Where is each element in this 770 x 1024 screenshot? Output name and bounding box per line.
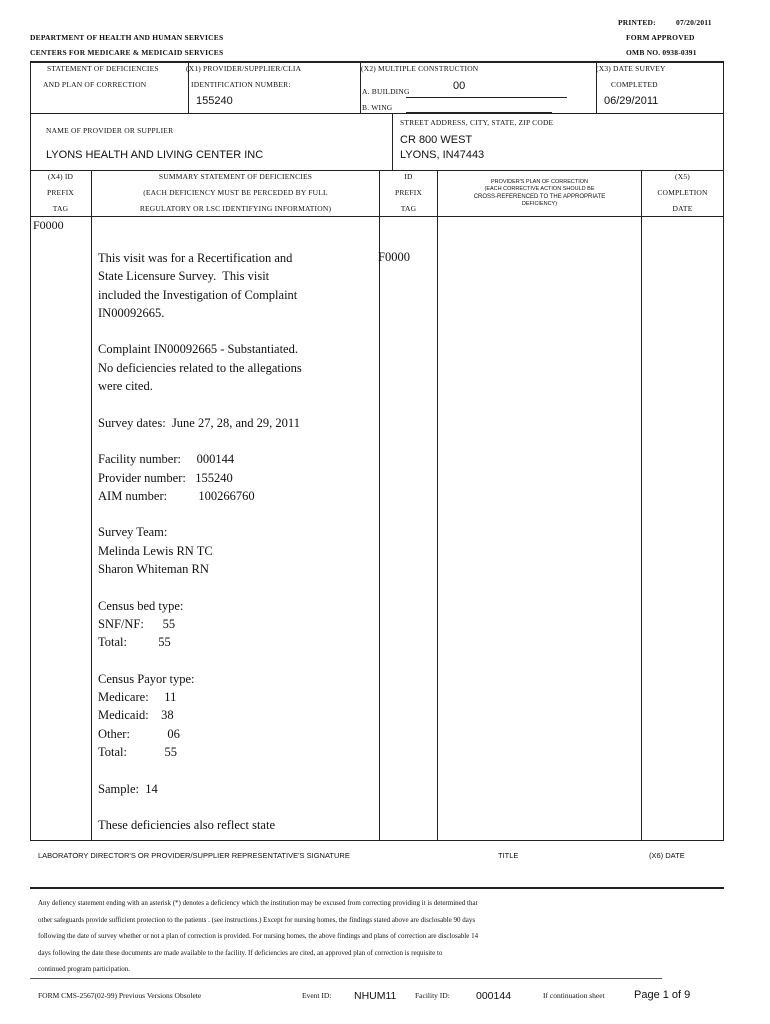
summary-line: AIM number: 100266760 <box>98 488 255 503</box>
summary-line: Total: 55 <box>98 745 177 760</box>
divider <box>641 170 642 840</box>
address-line-2: LYONS, IN47443 <box>400 149 485 161</box>
summary-line: State Licensure Survey. This visit <box>98 269 270 284</box>
x1-label: (X1) PROVIDER/SUPPLIER/CLIA <box>186 64 302 73</box>
summary-line: Survey Team: <box>98 525 168 540</box>
plan-header-4: DEFICIENCY) <box>521 201 558 207</box>
x4-header-1: (X4) ID <box>47 172 74 181</box>
right-tag: F0000 <box>378 250 410 264</box>
divider <box>91 170 92 840</box>
summary-line <box>98 322 302 340</box>
disclaimer-line: following the date of survey whether or not a plan of correction is provided. For nursing homes, the above findings and plans of correction are disclosable 14 <box>38 932 479 940</box>
summary-line <box>98 505 302 523</box>
building-value: 00 <box>453 80 466 92</box>
summary-header-3: REGULATORY OR LSC IDENTIFYING INFORMATION) <box>139 204 332 213</box>
divider <box>437 170 438 840</box>
x5-header-2: COMPLETION <box>657 188 708 197</box>
summary-line: No deficiencies related to the allegations <box>98 360 302 375</box>
title-label: TITLE <box>498 851 519 860</box>
summary-line: These deficiencies also reflect state <box>98 818 275 833</box>
disclaimer-line: Any defiency statement ending with an asterisk (*) denotes a deficiency which the institution may be excused from correcting providing it is determined that <box>38 899 478 907</box>
summary-line: Melinda Lewis RN TC <box>98 543 213 558</box>
id-header-3: TAG <box>400 204 417 213</box>
omb-number: OMB NO. 0938-0391 <box>626 48 697 57</box>
summary-line: included the Investigation of Complaint <box>98 287 298 302</box>
provider-name-label: NAME OF PROVIDER OR SUPPLIER <box>46 126 174 135</box>
form-label: FORM CMS-2567(02-99) Previous Versions Obsolete <box>38 991 202 1000</box>
box-top-border <box>30 61 724 63</box>
statement-label: STATEMENT OF DEFICIENCIES <box>47 64 159 73</box>
summary-line <box>98 432 302 450</box>
page-number: Page 1 of 9 <box>634 989 691 1001</box>
id-header-2: PREFIX <box>394 188 423 197</box>
summary-line: Facility number: 000144 <box>98 452 235 467</box>
survey-date-value: 06/29/2011 <box>604 95 659 107</box>
left-tag: F0000 <box>33 218 64 232</box>
box-bottom-border <box>30 840 724 841</box>
form-approved: FORM APPROVED <box>626 33 695 42</box>
summary-line: This visit was for a Recertification and <box>98 251 293 265</box>
event-id-value: NHUM11 <box>354 990 397 1002</box>
summary-line: were cited. <box>98 379 153 394</box>
x5-header-1: (X5) <box>675 172 690 181</box>
summary-line: Provider number: 155240 <box>98 470 233 485</box>
disclaimer-line: continued program participation. <box>38 965 130 973</box>
summary-line: Survey dates: June 27, 28, and 29, 2011 <box>98 415 300 430</box>
facility-id-label: Facility ID: <box>415 991 450 1000</box>
summary-line: Other: 06 <box>98 726 180 741</box>
divider <box>30 113 724 114</box>
summary-line: Sharon Whiteman RN <box>98 562 209 577</box>
address-label: STREET ADDRESS, CITY, STATE, ZIP CODE <box>400 118 554 127</box>
provider-id-value: 155240 <box>196 95 233 107</box>
disclaimer <box>38 895 478 978</box>
event-id-label: Event ID: <box>302 991 332 1000</box>
summary-line <box>98 652 302 670</box>
summary-line: Complaint IN00092665 - Substantiated. <box>98 342 298 357</box>
summary-line: Total: 55 <box>98 635 171 650</box>
summary-line: Medicaid: 38 <box>98 708 174 723</box>
summary-line <box>98 395 302 413</box>
plan-header-3: CROSS-REFERENCED TO THE APPROPRIATE <box>473 194 606 200</box>
summary-line: IN00092665. <box>98 305 165 320</box>
x2-label: (X2) MULTIPLE CONSTRUCTION <box>361 64 479 73</box>
divider <box>30 216 724 217</box>
summary-line <box>98 578 302 596</box>
building-label: A. BUILDING <box>362 87 410 96</box>
summary-text <box>98 249 302 835</box>
centers-line: CENTERS FOR MEDICARE & MEDICAID SERVICES <box>30 48 224 57</box>
summary-line <box>98 798 302 816</box>
x3-label-2: COMPLETED <box>611 80 658 89</box>
x1-label-2: IDENTIFICATION NUMBER: <box>191 80 291 89</box>
disclaimer-line: days following the date these documents are made available to the facility. If deficiencies are cited, an approved plan of correction is requisite to <box>38 948 443 957</box>
printed-date: 07/20/2011 <box>676 18 712 27</box>
id-header-1: ID <box>404 172 413 181</box>
x5-header-3: DATE <box>672 204 693 213</box>
divider <box>30 170 724 171</box>
signature-label: LABORATORY DIRECTOR'S OR PROVIDER/SUPPLIER REPRESENTATIVE'S SIGNATURE <box>38 851 350 860</box>
summary-line: SNF/NF: 55 <box>98 616 176 631</box>
plan-header-2: (EACH CORRECTIVE ACTION SHOULD BE <box>484 186 595 192</box>
divider <box>30 887 724 889</box>
divider <box>392 113 393 170</box>
wing-underline <box>406 112 552 113</box>
plan-header-1: PROVIDER'S PLAN OF CORRECTION <box>490 179 588 185</box>
summary-line: Census bed type: <box>98 598 184 613</box>
printed-label: PRINTED: <box>618 18 656 27</box>
summary-line: Sample: 14 <box>98 781 158 796</box>
disclaimer-line: other safeguards provide sufficient protection to the patients . (see instructions.) Except for nursing homes, the findings stated above are disclosable 90 days <box>38 915 476 924</box>
summary-line: Census Payor type: <box>98 671 195 686</box>
facility-id-value: 000144 <box>476 990 512 1002</box>
summary-line: Medicare: 11 <box>98 690 177 705</box>
box-right-border <box>723 61 724 841</box>
x4-header-3: TAG <box>52 204 69 213</box>
building-underline <box>406 97 567 98</box>
wing-label: B. WING <box>362 103 393 112</box>
summary-header-1: SUMMARY STATEMENT OF DEFICIENCIES <box>158 172 313 181</box>
statement-label-2: AND PLAN OF CORRECTION <box>43 80 147 89</box>
date-label: (X6) DATE <box>649 851 685 860</box>
continuation-label: If continuation sheet <box>543 991 605 1000</box>
dept-line: DEPARTMENT OF HEALTH AND HUMAN SERVICES <box>30 33 224 42</box>
address-line-1: CR 800 WEST <box>400 134 473 146</box>
x3-label: (X3) DATE SURVEY <box>596 64 666 73</box>
x4-header-2: PREFIX <box>46 188 75 197</box>
summary-header-2: (EACH DEFICIENCY MUST BE PERCEDED BY FULL <box>143 188 328 197</box>
divider <box>30 978 662 979</box>
provider-name-value: LYONS HEALTH AND LIVING CENTER INC <box>46 149 264 161</box>
summary-line <box>98 761 302 779</box>
divider <box>379 170 380 840</box>
